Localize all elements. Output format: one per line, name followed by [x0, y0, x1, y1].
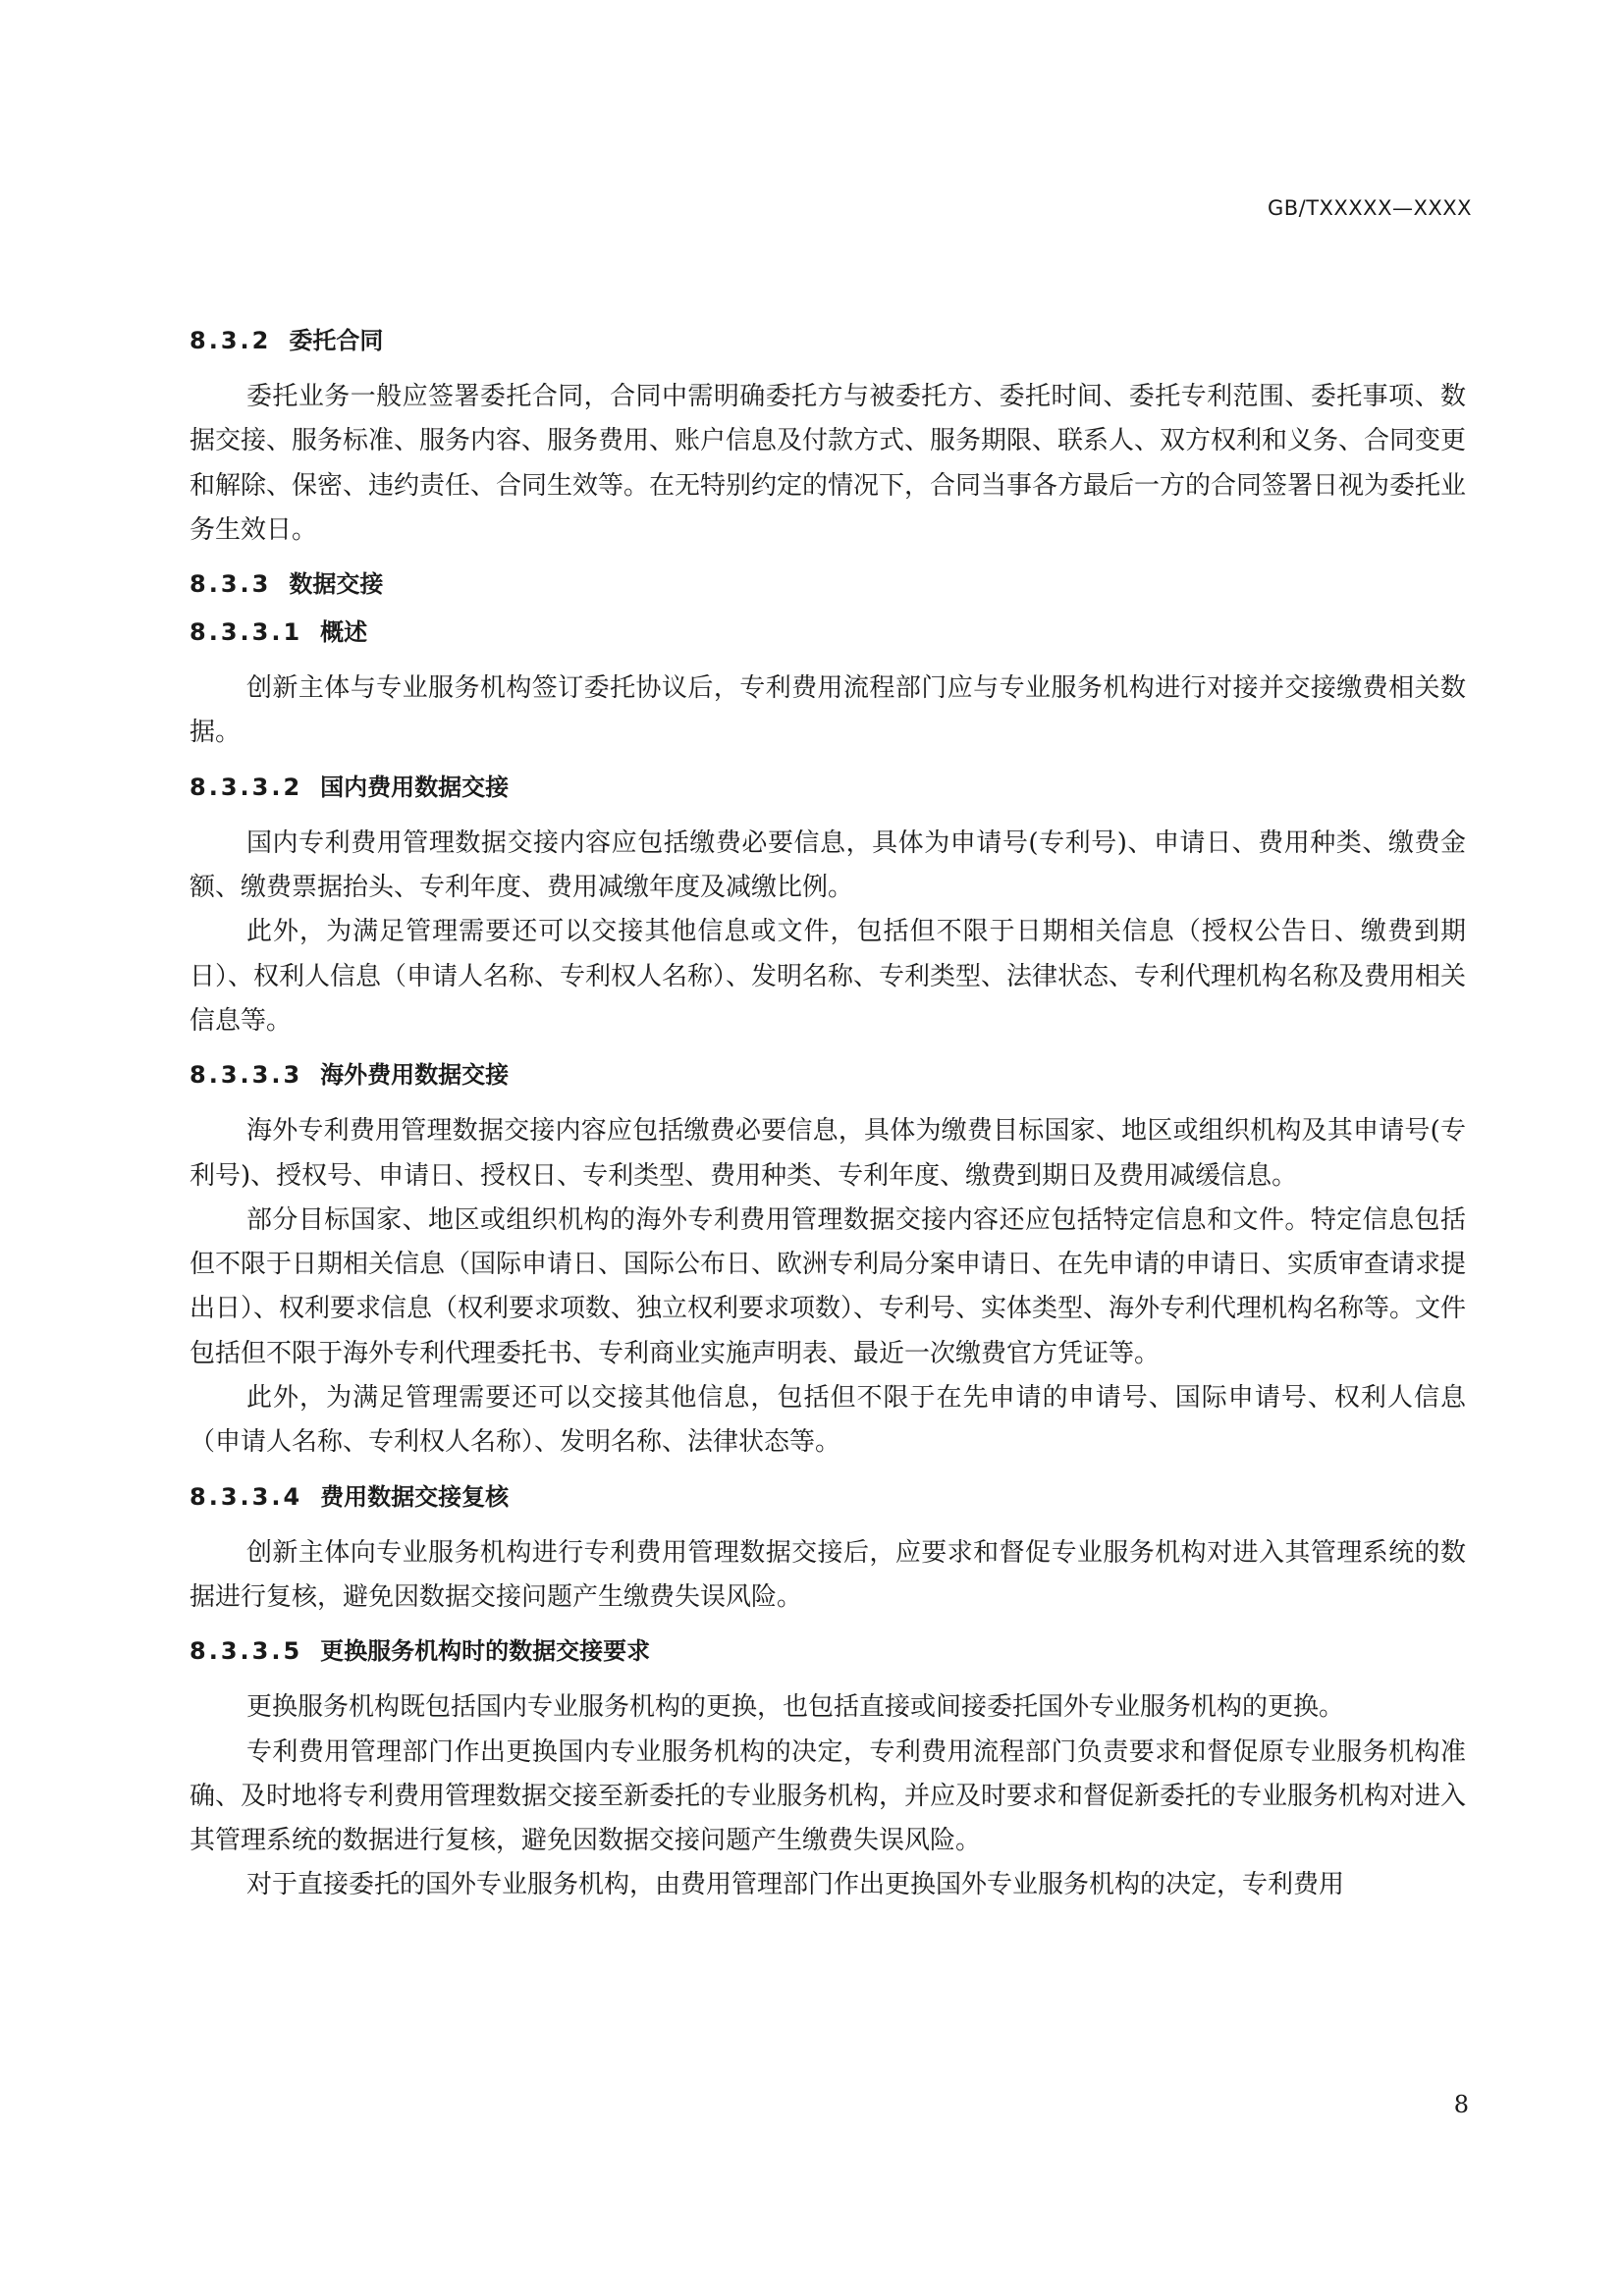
paragraph: 更换服务机构既包括国内专业服务机构的更换，也包括直接或间接委托国外专业服务机构的更换。: [246, 1692, 1345, 1723]
section-heading-8-3-3: [189, 567, 1466, 601]
section-number: 8.3.3: [189, 570, 272, 599]
section-number: 8.3.3.5: [189, 1637, 303, 1666]
section-number: 8.3.3.2: [189, 773, 303, 801]
paragraph: 创新主体向专业服务机构进行专利费用管理数据交接后，应要求和督促专业服务机构对进入其管理系统的数据进行复核，避免因数据交接问题产生缴费失误风险。: [189, 1537, 1466, 1612]
paragraph: 创新主体与专业服务机构签订委托协议后，专利费用流程部门应与专业服务机构进行对接并交接缴费相关数据。: [189, 673, 1466, 748]
section-number: 8.3.3.4: [189, 1482, 303, 1511]
paragraph: 对于直接委托的国外专业服务机构，由费用管理部门作出更换国外专业服务机构的决定，专利费用: [246, 1870, 1345, 1900]
section-heading-8-3-3-2: [189, 771, 1466, 804]
section-heading-8-3-3-1: [189, 615, 1466, 649]
section-title: 概述: [320, 618, 368, 647]
section-heading-8-3-3-5: [189, 1634, 1466, 1668]
section-title: 海外费用数据交接: [320, 1061, 510, 1090]
section-number: 8.3.3.3: [189, 1061, 303, 1090]
section-title: 费用数据交接复核: [320, 1482, 510, 1511]
section-heading-8-3-2: [189, 324, 1466, 357]
standard-code: GB/TXXXXX—XXXX: [1267, 196, 1472, 220]
section-heading-8-3-3-4: [189, 1480, 1466, 1514]
section-number: 8.3.2: [189, 327, 272, 354]
paragraph: 专利费用管理部门作出更换国内专业服务机构的决定，专利费用流程部门负责要求和督促原专业服务机构准确、及时地将专利费用管理数据交接至新委托的专业服务机构，并应及时要求和督促新委托的专业服务机构对进入其管理系统的数据进行复核，避免因数据交接问题产生缴费失误风险。: [189, 1736, 1467, 1856]
section-heading-8-3-3-3: [189, 1058, 1466, 1092]
paragraph: 此外，为满足管理需要还可以交接其他信息或文件，包括但不限于日期相关信息（授权公告日、缴费到期日）、权利人信息（申请人名称、专利权人名称）、发明名称、专利类型、法律状态、专利代理机构名称及费用相关信息等。: [189, 917, 1467, 1036]
paragraph: 此外，为满足管理需要还可以交接其他信息，包括但不限于在先申请的申请号、国际申请号、权利人信息（申请人名称、专利权人名称）、发明名称、法律状态等。: [189, 1383, 1466, 1458]
section-title: 委托合同: [289, 327, 384, 354]
document-body: [189, 324, 1466, 1908]
section-title: 更换服务机构时的数据交接要求: [320, 1637, 651, 1666]
page-number: 8: [1453, 2091, 1469, 2118]
paragraph: 委托业务一般应签署委托合同，合同中需明确委托方与被委托方、委托时间、委托专利范围、委托事项、数据交接、服务标准、服务内容、服务费用、账户信息及付款方式、服务期限、联系人、双方权利和义务、合同变更和解除、保密、违约责任、合同生效等。在无特别约定的情况下，合同当事各方最后一方的合同签署日视为委托业务生效日。: [189, 382, 1467, 545]
paragraph: 海外专利费用管理数据交接内容应包括缴费必要信息，具体为缴费目标国家、地区或组织机构及其申请号(专利号)、授权号、申请日、授权日、专利类型、费用种类、专利年度、缴费到期日及费用减缓信息。: [189, 1116, 1466, 1191]
paragraph: 国内专利费用管理数据交接内容应包括缴费必要信息，具体为申请号(专利号)、申请日、费用种类、缴费金额、缴费票据抬头、专利年度、费用减缴年度及减缴比例。: [189, 828, 1466, 903]
section-title: 国内费用数据交接: [320, 773, 510, 801]
section-title: 数据交接: [289, 570, 384, 599]
section-number: 8.3.3.1: [189, 618, 303, 647]
paragraph: 部分目标国家、地区或组织机构的海外专利费用管理数据交接内容还应包括特定信息和文件。特定信息包括但不限于日期相关信息（国际申请日、国际公布日、欧洲专利局分案申请日、在先申请的申请日、实质审查请求提出日）、权利要求信息（权利要求项数、独立权利要求项数）、专利号、实体类型、海外专利代理机构名称等。文件包括但不限于海外专利代理委托书、专利商业实施声明表、最近一次缴费官方凭证等。: [189, 1204, 1467, 1368]
